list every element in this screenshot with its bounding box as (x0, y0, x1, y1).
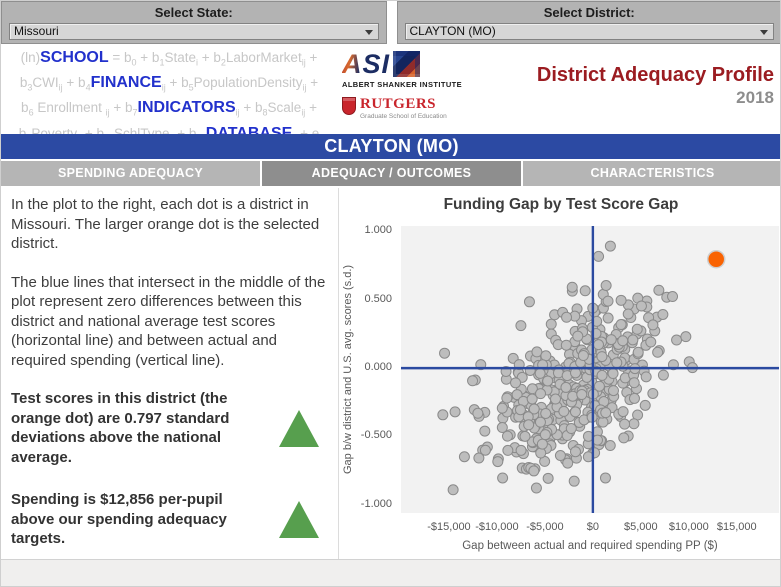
district-dot (516, 321, 526, 331)
district-dot (570, 447, 580, 457)
district-dropdown[interactable] (405, 23, 775, 40)
district-dot (633, 347, 643, 357)
scatter-chart (340, 188, 781, 559)
district-dot (546, 319, 556, 329)
district-selector-panel (397, 1, 781, 44)
district-dot (448, 485, 458, 495)
select-district-label: Select District: (543, 5, 635, 20)
y-tick-label: 0.500 (364, 292, 392, 305)
footer-bar (1, 559, 781, 587)
district-dropdown-value: CLAYTON (MO) (409, 24, 496, 38)
y-tick-label: 1.000 (364, 224, 392, 237)
up-triangle-icon (279, 501, 319, 538)
up-triangle-icon (279, 410, 319, 447)
district-dot (594, 251, 604, 261)
asi-logo-caption: ALBERT SHANKER INSTITUTE (342, 80, 463, 89)
district-dot (524, 297, 534, 307)
district-dot (629, 378, 639, 388)
district-dot (653, 347, 663, 357)
district-dot (468, 376, 478, 386)
district-dot (561, 340, 571, 350)
district-dot (648, 320, 658, 330)
district-dot (536, 389, 546, 399)
asi-logo (342, 50, 492, 89)
statements (11, 389, 328, 549)
state-selector-panel (1, 1, 387, 44)
district-dot (569, 476, 579, 486)
district-dot (608, 369, 618, 379)
tab-spending-adequacy[interactable]: SPENDING ADEQUACY (1, 161, 260, 186)
district-dot (620, 419, 630, 429)
y-tick-label: 0.000 (364, 361, 392, 374)
district-dot (668, 292, 678, 302)
page-title: District Adequacy Profile (536, 64, 774, 86)
description-paragraph-1: In the plot to the right, each dot is a district in Missouri. The larger orange dot is the selected district. (11, 196, 320, 252)
district-dot (480, 445, 490, 455)
tab-characteristics[interactable]: CHARACTERISTICS (523, 161, 781, 186)
district-dot (612, 358, 622, 368)
district-dot (559, 406, 569, 416)
chart-title: Funding Gap by Test Score Gap (443, 196, 679, 213)
district-dot (438, 410, 448, 420)
title-block (537, 64, 774, 108)
plot-area (401, 226, 779, 513)
district-dot (493, 457, 503, 467)
district-dot (641, 372, 651, 382)
district-dot (502, 431, 512, 441)
district-dot (536, 448, 546, 458)
district-dot (580, 286, 590, 296)
district-dot (603, 313, 613, 323)
district-dot (529, 466, 539, 476)
district-dot (603, 296, 613, 306)
content (1, 188, 781, 559)
district-dot (473, 408, 483, 418)
y-axis-label: Gap b/w district and U.S. avg. scores (s.d.) (342, 264, 354, 475)
district-dot (597, 352, 607, 362)
district-dot (561, 382, 571, 392)
rutgers-logo (342, 97, 492, 120)
header (1, 44, 781, 134)
district-dot (480, 426, 490, 436)
district-dot (606, 335, 616, 345)
x-tick-label: -$15,000 (427, 521, 471, 533)
district-dot (608, 386, 618, 396)
district-dot (578, 351, 588, 361)
x-tick-label: -$10,000 (475, 521, 519, 533)
district-dot (601, 408, 611, 418)
district-banner: CLAYTON (MO) (1, 134, 781, 159)
district-dot (543, 376, 553, 386)
statement-text-2: Spending is $12,856 per-pupil above our spending adequacy targets. (11, 491, 227, 547)
district-dot (629, 419, 639, 429)
x-tick-label: $10,000 (668, 521, 709, 533)
district-dot (618, 336, 628, 346)
y-tick-label: -0.500 (360, 429, 392, 442)
district-dot (646, 337, 656, 347)
district-dot (573, 331, 583, 341)
state-dropdown[interactable] (9, 23, 379, 40)
asi-mosaic-icon (393, 51, 420, 77)
district-dot (672, 335, 682, 345)
description-paragraph-2: The blue lines that intersect in the middle of the plot represent zero differences between this district and national average test scores (horizontal line) and between actual and required spending (vertical line). (11, 273, 326, 369)
description-panel (1, 188, 339, 559)
district-dot (640, 400, 650, 410)
district-dot (654, 285, 664, 295)
district-dot (537, 439, 547, 449)
district-dot (600, 473, 610, 483)
district-dot (497, 403, 507, 413)
district-dot (629, 393, 639, 403)
x-tick-label: -$5,000 (526, 521, 564, 533)
page-year: 2018 (736, 88, 774, 107)
district-dot (577, 390, 587, 400)
x-tick-label: $5,000 (624, 521, 658, 533)
statement-row-1 (11, 389, 328, 467)
district-dot (605, 241, 615, 251)
district-dot (541, 408, 551, 418)
rutgers-logo-caption: Graduate School of Education (360, 113, 447, 120)
district-dot (568, 391, 578, 401)
district-dot (503, 445, 513, 455)
district-dot (524, 420, 534, 430)
district-dot (515, 405, 525, 415)
district-dot (516, 445, 526, 455)
district-dot (618, 407, 628, 417)
district-dot (616, 320, 626, 330)
chevron-down-icon (760, 30, 768, 35)
tabs (1, 161, 781, 186)
district-dot (531, 483, 541, 493)
district-dot (636, 301, 646, 311)
district-dot (567, 282, 577, 292)
district-dot (450, 407, 460, 417)
district-dot (498, 473, 508, 483)
district-dot (502, 393, 512, 403)
district-dot (594, 340, 604, 350)
y-tick-label: -1.000 (360, 497, 392, 510)
logos (342, 50, 492, 120)
district-dot (632, 324, 642, 334)
district-dot (658, 309, 668, 319)
y-axis-ticks (340, 226, 396, 513)
x-tick-label: $0 (586, 521, 599, 533)
district-dot (566, 424, 576, 434)
statement-row-2 (11, 490, 328, 549)
rutgers-shield-icon (342, 97, 356, 115)
chevron-down-icon (365, 30, 373, 35)
select-state-label: Select State: (154, 5, 233, 20)
district-dot (658, 370, 668, 380)
statement-text-1: Test scores in this district (the orange dot) are 0.797 standard deviations above the national average. (11, 390, 230, 466)
tab-adequacy-outcomes[interactable]: ADEQUACY / OUTCOMES (262, 161, 521, 186)
district-dot (551, 394, 561, 404)
district-dot (511, 378, 521, 388)
district-dot (616, 295, 626, 305)
district-dot (681, 332, 691, 342)
state-dropdown-value: Missouri (14, 24, 59, 38)
district-dot (619, 433, 629, 443)
district-dot (440, 348, 450, 358)
district-dot (520, 431, 530, 441)
district-dot (459, 452, 469, 462)
scatter-svg (401, 226, 779, 513)
district-dot (562, 312, 572, 322)
district-dot (628, 335, 638, 345)
district-dot (601, 280, 611, 290)
district-dot (543, 473, 553, 483)
x-axis-label: Gap between actual and required spending PP ($) (462, 540, 718, 552)
district-dot (563, 458, 573, 468)
x-axis-ticks (401, 521, 779, 534)
district-dot (555, 451, 565, 461)
asi-logo-letters: ASI (342, 49, 391, 79)
selector-bar (1, 1, 781, 44)
selected-district-dot[interactable] (708, 251, 725, 268)
district-dot (623, 309, 633, 319)
district-dot (535, 368, 545, 378)
district-dot (597, 370, 607, 380)
district-dot (648, 388, 658, 398)
formula: (ln)SCHOOL = $b_0$ + $b_1State_i$ + $b_2LaborMarket_{ij}$ + $b_3CWI_{ij}$ + $b_4FINANCE_{ij}$ + $b_5PopulationDensity_{ij}$ + $b_6$ Enrollment $_{ij} + b_7INDICATORS_{ij}$ + $b_8Scale_{ij}$ + (19, 49, 319, 119)
district-dot (540, 430, 550, 440)
rutgers-logo-name: RUTGERS (360, 96, 437, 112)
x-tick-label: $15,000 (716, 521, 757, 533)
district-dot (570, 407, 580, 417)
district-dot (605, 441, 615, 451)
